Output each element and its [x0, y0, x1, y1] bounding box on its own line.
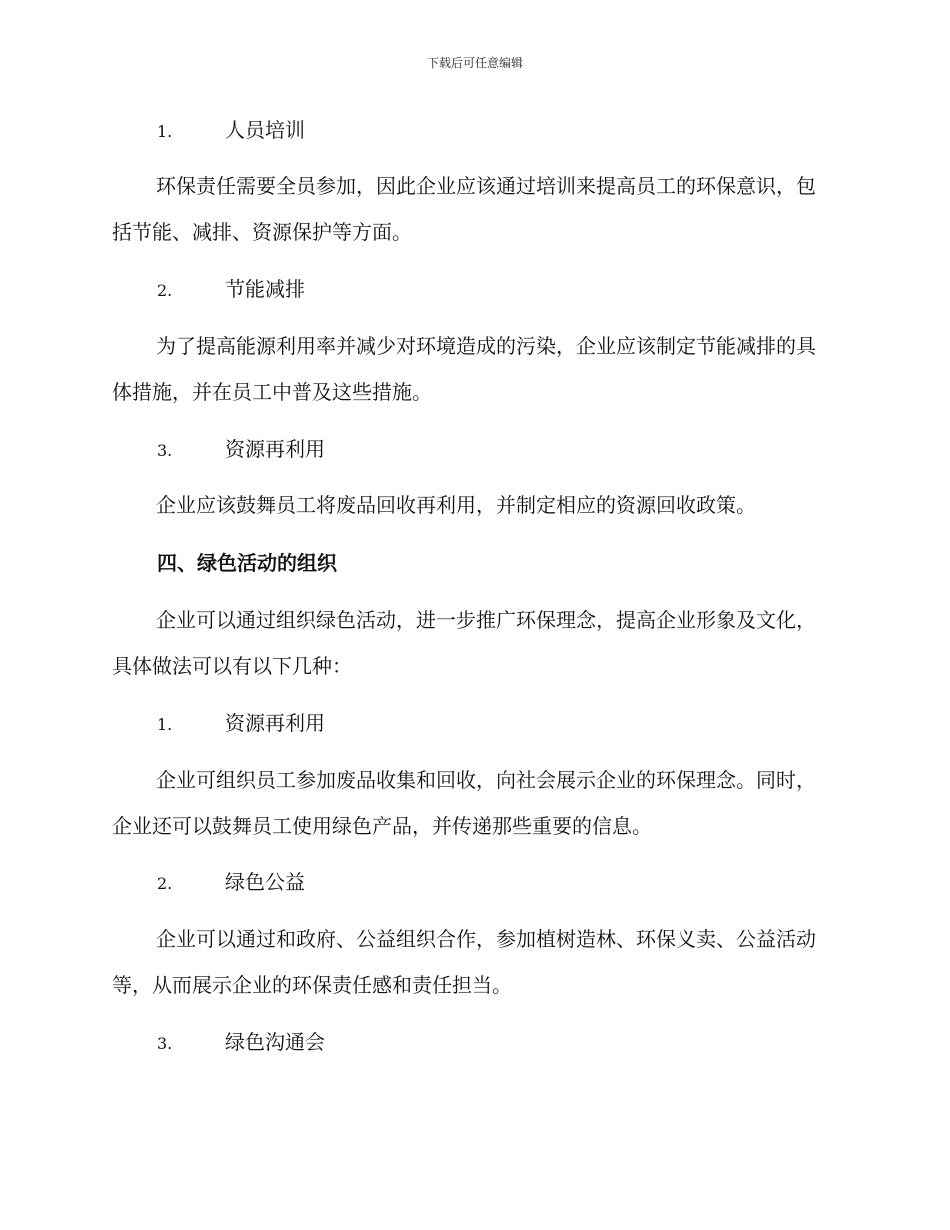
paragraph: 环保责任需要全员参加，因此企业应该通过培训来提高员工的环保意识，包括节能、减排、资源保护等方面。	[112, 174, 816, 244]
paragraph: 企业应该鼓舞员工将废品回收再利用，并制定相应的资源回收政策。	[156, 493, 756, 517]
section-heading: 四、绿色活动的组织	[157, 551, 337, 575]
paragraph: 企业可组织员工参加废品收集和回收，向社会展示企业的环保理念。同时，企业还可以鼓舞员工使用绿色产品，并传递那些重要的信息。	[112, 768, 816, 838]
item-number: 3.	[157, 1034, 173, 1053]
item-label: 绿色公益	[225, 870, 305, 894]
list-item	[157, 1028, 325, 1058]
paragraph: 企业可以通过组织绿色活动，进一步推广环保理念，提高企业形象及文化，具体做法可以有以下几种：	[112, 608, 816, 678]
item-number: 2.	[157, 874, 173, 893]
item-label: 节能减排	[225, 277, 305, 301]
list-item	[157, 709, 325, 739]
item-number: 3.	[157, 441, 173, 460]
item-label: 资源再利用	[225, 711, 325, 735]
item-label: 人员培训	[225, 118, 305, 142]
item-number: 1.	[157, 715, 173, 734]
list-item	[157, 275, 305, 305]
item-number: 1.	[157, 122, 173, 141]
page-header: 下载后可任意编辑	[426, 56, 523, 70]
item-number: 2.	[157, 281, 173, 300]
list-item	[157, 116, 305, 146]
item-label: 资源再利用	[225, 437, 325, 461]
paragraph: 企业可以通过和政府、公益组织合作，参加植树造林、环保义卖、公益活动等，从而展示企业的环保责任感和责任担当。	[112, 927, 816, 997]
list-item	[157, 868, 305, 898]
paragraph: 为了提高能源利用率并减少对环境造成的污染，企业应该制定节能减排的具体措施，并在员工中普及这些措施。	[112, 334, 816, 404]
list-item	[157, 435, 325, 465]
item-label: 绿色沟通会	[225, 1030, 325, 1054]
